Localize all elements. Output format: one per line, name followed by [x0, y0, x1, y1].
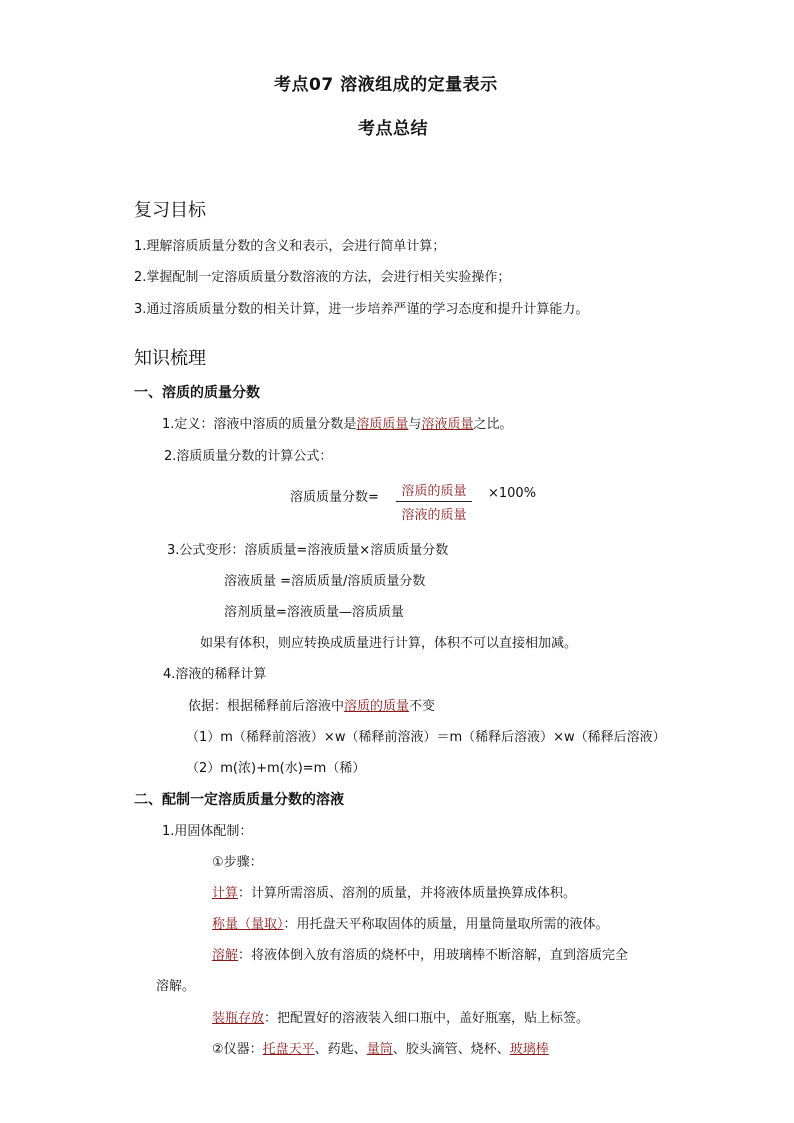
page-title: 考点07 溶液组成的定量表示	[274, 75, 498, 95]
instrument-cylinder: 量筒	[366, 1042, 393, 1057]
step-calc-text: ：计算所需溶质、溶剂的质量，并将液体质量换算成体积。	[238, 886, 577, 901]
definition-line	[162, 413, 512, 432]
step-weigh-text: ：用托盘天平称取固体的质量，用量筒量取所需的液体。	[283, 917, 609, 932]
volume-note: 如果有体积，则应转换成质量进行计算，体积不可以直接相加减。	[200, 636, 578, 651]
instruments-sep-1: 、药匙、	[314, 1042, 367, 1057]
definition-underline-2: 溶液质量	[421, 417, 474, 432]
formula-fraction	[396, 480, 472, 523]
step-dissolve-text: ：将液体倒入放有溶质的烧杯中，用玻璃棒不断溶解，直到溶质完全	[238, 948, 629, 963]
formula-variant-3: 溶剂质量=溶液质量—溶质质量	[224, 605, 404, 620]
section2-heading: 二、配制一定溶质质量分数的溶液	[134, 792, 344, 808]
page-subtitle: 考点总结	[358, 119, 428, 139]
formula-label: 2.溶质质量分数的计算公式：	[164, 449, 333, 464]
instruments-line	[212, 1038, 549, 1057]
instrument-glass-rod: 玻璃棒	[509, 1042, 549, 1057]
step-store-key: 装瓶存放	[212, 1011, 265, 1026]
instrument-balance: 托盘天平	[262, 1042, 315, 1057]
review-item-3: 3.通过溶质质量分数的相关计算，进一步培养严谨的学习态度和提升计算能力。	[134, 302, 589, 317]
dilution-basis	[188, 695, 435, 714]
solid-prep: 1.用固体配制：	[162, 824, 253, 839]
section1-heading: 一、溶质的质量分数	[134, 385, 260, 401]
dilution-equation-2: （2）m(浓)+m(水)=m（稀）	[186, 761, 366, 776]
step-weigh	[212, 913, 609, 932]
review-item-2: 2.掌握配制一定溶质质量分数溶液的方法，会进行相关实验操作；	[134, 270, 511, 285]
definition-mid: 与	[408, 417, 422, 432]
definition-underline-1: 溶质质量	[356, 417, 409, 432]
dilution-equation-1: （1）m（稀释前溶液）×w（稀释前溶液）＝m（稀释后溶液）×w（稀释后溶液）	[186, 730, 666, 745]
step-store	[212, 1007, 589, 1026]
formula-rhs: ×100%	[488, 486, 537, 501]
formula-lhs: 溶质质量分数=	[290, 490, 379, 505]
formula-denominator: 溶液的质量	[401, 508, 467, 523]
formula-variant-2: 溶液质量 =溶质质量/溶质质量分数	[224, 574, 426, 589]
review-item-1: 1.理解溶质质量分数的含义和表示，会进行简单计算；	[134, 239, 446, 254]
fraction-bar	[396, 501, 472, 502]
step-dissolve	[212, 944, 628, 963]
basis-underline: 溶质的质量	[344, 699, 410, 714]
instruments-pre: ②仪器：	[212, 1042, 263, 1057]
step-calc-key: 计算	[212, 886, 239, 901]
basis-pre: 依据：根据稀释前后溶液中	[188, 699, 345, 714]
formula-numerator: 溶质的质量	[401, 484, 467, 499]
basis-post: 不变	[409, 699, 436, 714]
definition-post: 之比。	[473, 417, 513, 432]
review-heading: 复习目标	[134, 200, 206, 221]
step-weigh-key: 称量（量取）	[212, 917, 284, 932]
dilution-heading: 4.溶液的稀释计算	[163, 667, 267, 682]
definition-pre: 1.定义：溶液中溶质的质量分数是	[162, 417, 357, 432]
formula-variant-1: 3.公式变形：溶质质量=溶液质量×溶质质量分数	[167, 543, 449, 558]
instruments-sep-2: 、胶头滴管、烧杯、	[392, 1042, 510, 1057]
step-dissolve-cont: 溶解。	[156, 979, 196, 994]
knowledge-heading: 知识梳理	[134, 348, 206, 369]
steps-label: ①步骤：	[212, 855, 263, 870]
step-calc	[212, 882, 576, 901]
step-dissolve-key: 溶解	[212, 948, 239, 963]
step-store-text: ：把配置好的溶液装入细口瓶中，盖好瓶塞，贴上标签。	[264, 1011, 590, 1026]
